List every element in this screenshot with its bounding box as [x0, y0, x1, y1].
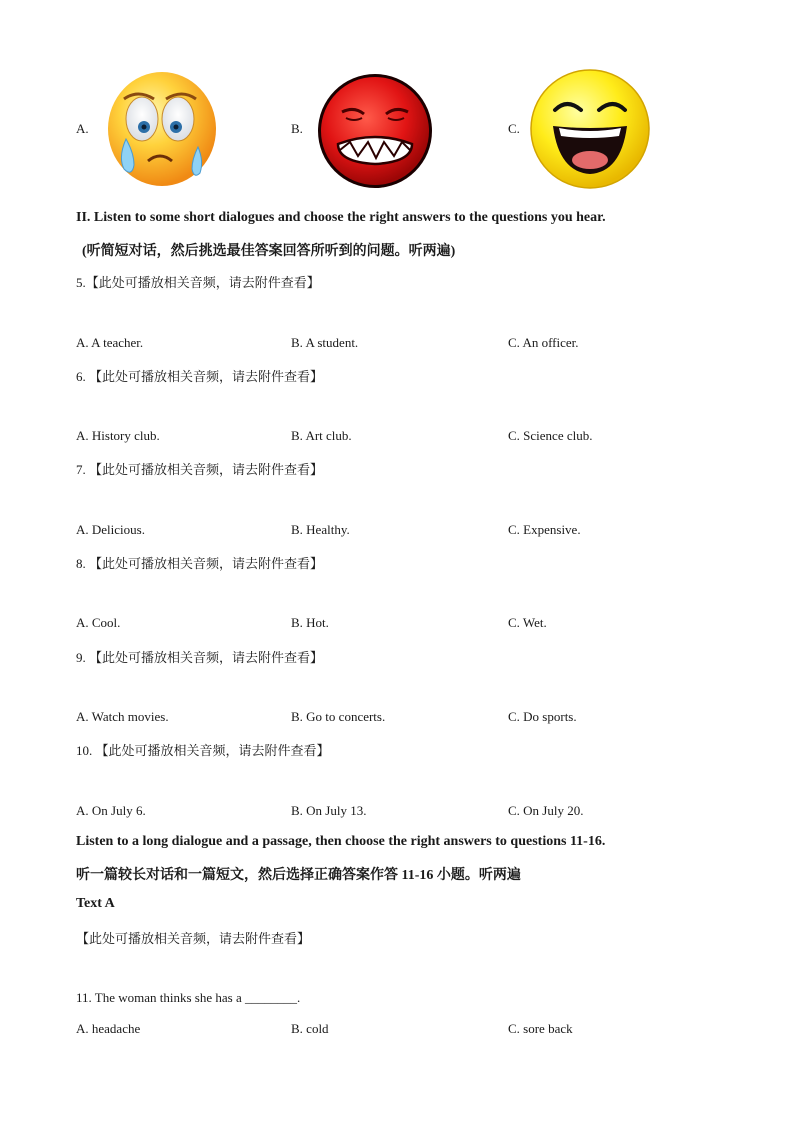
question-10-option-b[interactable]: B. On July 13. [291, 803, 367, 818]
laughing-face-icon [529, 68, 651, 190]
question-8-option-c[interactable]: C. Wet. [508, 615, 547, 630]
section-3-title: Listen to a long dialogue and a passage, then choose the right answers to questions 11-16. [76, 834, 606, 849]
question-5-option-a[interactable]: A. A teacher. [76, 335, 144, 350]
question-8-label: 8. 【此处可播放相关音频，请去附件查看】 [76, 556, 324, 571]
text-a-heading: Text A [76, 896, 115, 911]
question-6-option-b[interactable]: B. Art club. [291, 428, 352, 443]
question-5-label: 5.【此处可播放相关音频，请去附件查看】 [76, 275, 320, 290]
image-option-b-label: B. [291, 121, 303, 136]
question-7-option-c[interactable]: C. Expensive. [508, 522, 581, 537]
question-10-option-c[interactable]: C. On July 20. [508, 803, 584, 818]
angry-face-icon [316, 72, 434, 190]
section-2-title: II. Listen to some short dialogues and choose the right answers to the questions you hear. [76, 210, 606, 225]
question-6-label: 6. 【此处可播放相关音频，请去附件查看】 [76, 369, 324, 384]
question-6-option-c[interactable]: C. Science club. [508, 428, 593, 443]
text-a-audio-note: 【此处可播放相关音频，请去附件查看】 [76, 931, 311, 946]
question-7-option-b[interactable]: B. Healthy. [291, 522, 350, 537]
question-11-option-a[interactable]: A. headache [76, 1021, 141, 1036]
question-7-option-a[interactable]: A. Delicious. [76, 522, 145, 537]
question-10-option-a[interactable]: A. On July 6. [76, 803, 146, 818]
section-2-subtitle: (听简短对话，然后挑选最佳答案回答所听到的问题。听两遍) [82, 244, 456, 259]
question-8-option-b[interactable]: B. Hot. [291, 615, 329, 630]
question-9-option-b[interactable]: B. Go to concerts. [291, 709, 386, 724]
question-11-stem: 11. The woman thinks she has a ________. [76, 990, 301, 1005]
image-option-a-label: A. [76, 121, 89, 136]
question-11-option-b[interactable]: B. cold [291, 1021, 329, 1036]
question-7-label: 7. 【此处可播放相关音频，请去附件查看】 [76, 462, 324, 477]
crying-face-icon [104, 69, 218, 189]
question-5-option-b[interactable]: B. A student. [291, 335, 359, 350]
image-option-c-label: C. [508, 121, 520, 136]
question-5-option-c[interactable]: C. An officer. [508, 335, 579, 350]
question-11-option-c[interactable]: C. sore back [508, 1021, 573, 1036]
section-3-subtitle: 听一篇较长对话和一篇短文，然后选择正确答案作答 11-16 小题。听两遍 [76, 868, 521, 883]
question-8-option-a[interactable]: A. Cool. [76, 615, 121, 630]
question-9-label: 9. 【此处可播放相关音频，请去附件查看】 [76, 650, 324, 665]
question-6-option-a[interactable]: A. History club. [76, 428, 160, 443]
question-9-option-a[interactable]: A. Watch movies. [76, 709, 169, 724]
question-10-label: 10. 【此处可播放相关音频，请去附件查看】 [76, 743, 330, 758]
question-9-option-c[interactable]: C. Do sports. [508, 709, 577, 724]
